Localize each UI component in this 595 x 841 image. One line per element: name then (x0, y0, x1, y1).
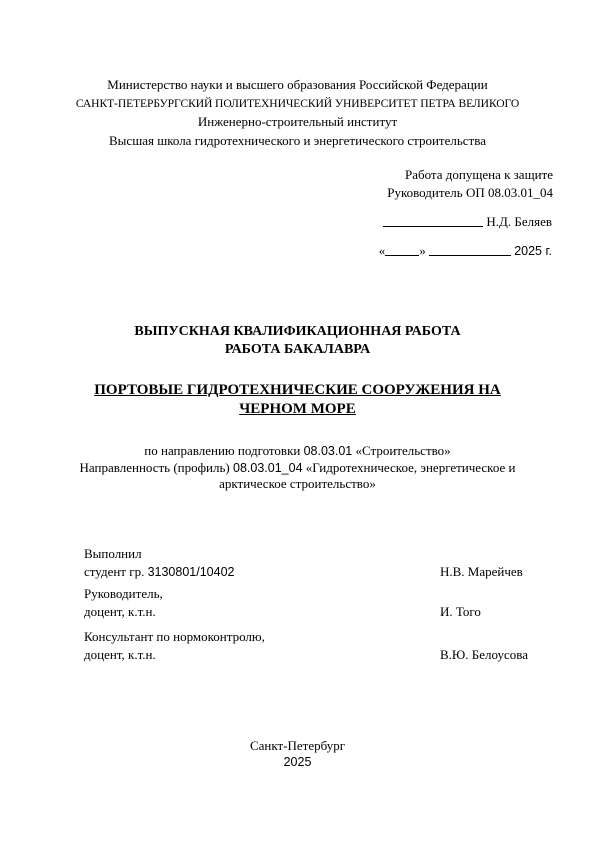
student-group-line (84, 563, 234, 582)
day-blank (385, 243, 419, 256)
supervisor-label: Руководитель, (84, 586, 163, 601)
approval-year: 2025 г. (514, 244, 552, 258)
signature-line (383, 214, 552, 230)
signature-blank (383, 214, 483, 227)
consultant-degree: доцент, к.т.н. (84, 647, 156, 662)
consultant-label: Консультант по нормоконтролю, (84, 629, 265, 644)
thesis-topic (0, 381, 595, 419)
work-type-line2: РАБОТА БАКАЛАВРА (224, 342, 371, 357)
date-open-quote: « (378, 243, 386, 258)
direction-line3: арктическое строительство» (219, 476, 376, 491)
direction-code: 08.03.01 (303, 444, 353, 458)
study-direction (0, 443, 595, 492)
approval-head: Руководитель ОП 08.03.01_04 (387, 185, 553, 200)
work-type-line1: ВЫПУСКНАЯ КВАЛИФИКАЦИОННАЯ РАБОТА (134, 324, 461, 339)
approval-text: Работа допущена к защите (404, 167, 553, 182)
ministry-name: Министерство науки и высшего образования Российской Федерации (107, 77, 488, 92)
institute-name: Инженерно-строительный институт (197, 114, 398, 129)
signature-name: Н.Д. Беляев (486, 214, 552, 229)
approval-date-line (379, 243, 552, 259)
student-label: Выполнил (84, 546, 142, 561)
school-name: Высшая школа гидротехнического и энергетического строительства (109, 132, 486, 148)
direction-line2 (0, 460, 595, 477)
date-close-quote: » (419, 243, 426, 258)
student-group-prefix: студент гр. (84, 564, 148, 579)
footer-year: 2025 (283, 755, 312, 769)
topic-line2: ЧЕРНОМ МОРЕ (239, 401, 356, 417)
student-group: 3130801/10402 (147, 565, 235, 579)
consultant-name: В.Ю. Белоусова (440, 647, 529, 662)
direction-line1 (0, 443, 595, 460)
approval-block (340, 166, 553, 202)
institution-header (0, 76, 595, 150)
work-type-title (0, 323, 595, 359)
university-name: САНКТ-ПЕТЕРБУРГСКИЙ ПОЛИТЕХНИЧЕСКИЙ УНИВЕРСИТЕТ ПЕТРА ВЕЛИКОГО (75, 96, 520, 110)
month-blank (429, 243, 511, 256)
supervisor-name: И. Того (440, 604, 481, 619)
supervisor-degree: доцент, к.т.н. (84, 604, 156, 619)
place-and-year (0, 738, 595, 770)
profile-name: «Гидротехническое, энергетическое и (302, 459, 516, 475)
topic-line1: ПОРТОВЫЕ ГИДРОТЕХНИЧЕСКИЕ СООРУЖЕНИЯ НА (94, 382, 501, 398)
city-name: Санкт-Петербург (249, 738, 346, 753)
direction-prefix: по направлению подготовки (144, 443, 304, 458)
profile-prefix: Направленность (профиль) (79, 459, 234, 475)
student-name: Н.В. Марейчев (440, 564, 523, 579)
direction-name: «Строительство» (352, 443, 451, 458)
profile-code: 08.03.01_04 (233, 460, 303, 475)
